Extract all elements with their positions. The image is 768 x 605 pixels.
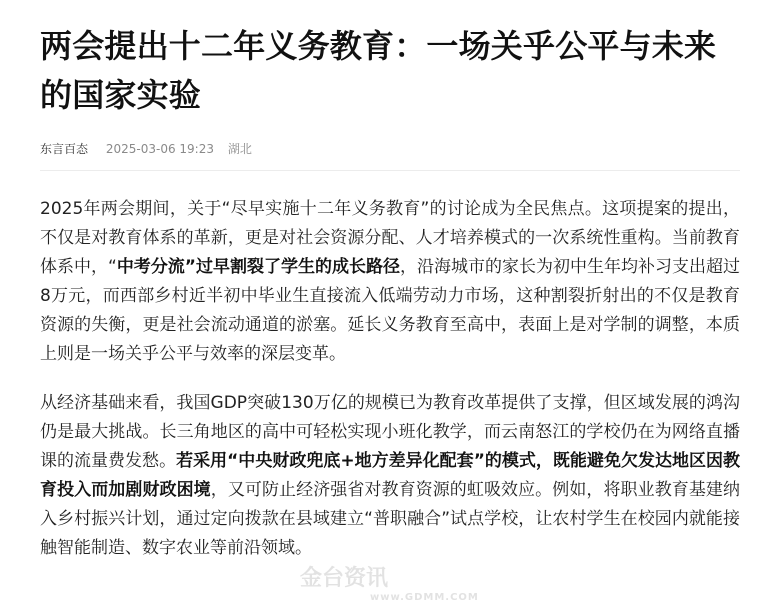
watermark-url: www.GDMM.COM [370,592,479,603]
paragraph-2-highlight: 若采用“中央财政兜底+地方差异化配套”的模式，既能避免欠发达地区因教育投入而加剧财政困境 [40,451,741,500]
paragraph-2-text-continued: ，又可防止经济强省对教育资源的虹吸效应。例如，将职业教育基建纳入乡村振兴计划，通过定向拨款在县域建立“普职融合”试点学校，让农村学生在校园内就能接触智能制造、数字农业等前沿领域。 [40,480,740,558]
article-title: 两会提出十二年义务教育：一场关乎公平与未来的国家实验 [40,27,717,114]
paragraph-1-highlight: 中考分流”过早割裂了学生的成长路径 [116,257,400,277]
paragraph-2 [40,389,740,563]
watermark-text: 金台资讯 [300,566,389,591]
paragraph-1-text-continued: ，沿海城市的家长为初中生年均补习支出超过8万元，而西部乡村近半初中毕业生直接流入低端劳动力市场，这种割裂折射出的不仅是教育资源的失衡，更是社会流动通道的淤塞。延长义务教育至高中，表面上是对学制的调整，本质上则是一场关乎公平与效率的深层变革。 [40,257,740,364]
publish-time: 2025-03-06 19:23 [105,142,214,156]
paragraph-2-text: 从经济基础来看，我国GDP突破130万亿的规模已为教育改革提供了支撑，但区域发展的鸿沟仍是最大挑战。长三角地区的高中可轻松实现小班化教学，而云南怒江的学校仍在为网络直播课的流量费发愁。 [40,393,740,471]
publish-location: 湖北 [227,142,252,156]
paragraph-1 [40,195,740,369]
article-meta [40,140,740,171]
article-body [40,195,740,563]
article [40,22,740,583]
author-name[interactable]: 东言百态 [40,142,89,156]
paragraph-1-text: 2025年两会期间，关于“尽早实施十二年义务教育”的讨论成为全民焦点。这项提案的提出，不仅是对教育体系的革新，更是对社会资源分配、人才培养模式的一次系统性重构。当前教育体系中，“ [40,199,740,277]
